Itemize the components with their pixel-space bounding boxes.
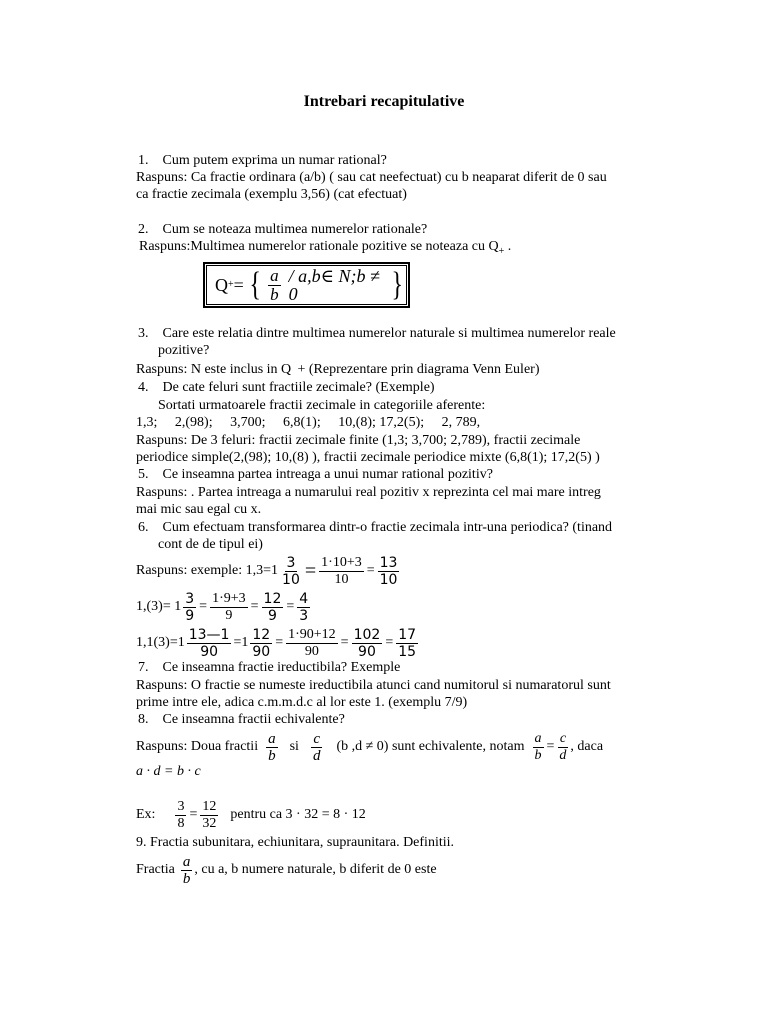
- example-2-equation: [136, 589, 312, 625]
- example-3-mid: =1: [233, 635, 249, 650]
- example-2-label: 1,(3)= 1: [136, 599, 182, 614]
- answer-2-sub: +: [498, 245, 505, 257]
- answer-5-line-1: Raspuns: . Partea intreaga a numarului real pozitiv x reprezinta cel mai mare intreg: [136, 485, 601, 500]
- answer-2-end: .: [504, 239, 512, 254]
- fraction-denominator: 15: [398, 643, 417, 660]
- fraction-denominator: b: [182, 870, 191, 887]
- si-word: si: [289, 739, 299, 754]
- example-2-fraction-3: [262, 591, 284, 624]
- question-2: 2. Cum se noteaza multimea numerelor rationale?: [138, 222, 428, 237]
- equals-sign: =: [286, 599, 295, 614]
- example-1-fraction-1: [280, 555, 302, 588]
- fraction-numerator: 3: [185, 590, 195, 607]
- example-3-fraction-1: [187, 627, 232, 660]
- box-fraction: [268, 267, 281, 304]
- answer-3: Raspuns: N este inclus in Q + (Reprezentare prin diagrama Venn Euler): [136, 362, 540, 377]
- box-condition: / a,b∈ N;b ≠ 0: [288, 266, 380, 304]
- fraction-denominator: 90: [304, 643, 319, 659]
- example-3-fraction-2: [250, 627, 272, 660]
- box-q-sub: +: [228, 279, 234, 290]
- fraction-numerator: 13—1: [188, 626, 230, 643]
- question-3-line-2: pozitive?: [158, 343, 210, 358]
- fraction-numerator: c: [313, 730, 321, 747]
- fraction-numerator: a: [182, 853, 191, 870]
- equals-sign: =: [385, 635, 394, 650]
- example-8-because: pentru ca 3 · 32 = 8 · 12: [230, 807, 366, 822]
- fraction-numerator: 3: [177, 798, 185, 814]
- fraction-numerator: 1·90+12: [288, 626, 336, 642]
- question-7: 7. Ce inseamna fractie ireductibila? Exemple: [138, 660, 401, 675]
- daca-word: , daca: [570, 739, 604, 754]
- answer-8-equivalence: [136, 728, 603, 766]
- fraction-denominator: 8: [177, 815, 185, 831]
- page-title: Intrebari recapitulative: [303, 93, 465, 110]
- example-3-fraction-5: [396, 627, 418, 660]
- equals-sign: =: [199, 599, 208, 614]
- fraction-numerator: 3: [286, 554, 296, 571]
- example-3-equation: [136, 625, 420, 661]
- equals-sign: =: [275, 635, 284, 650]
- fraction-numerator: 4: [299, 590, 309, 607]
- question-6-line-2: cont de de tipul ei): [158, 537, 263, 552]
- box-q-symbol: Q: [215, 275, 228, 295]
- question-9-fraction: [181, 854, 193, 887]
- answer-1-line-2: ca fractie zecimala (exemplu 3,56) (cat efectuat): [136, 187, 407, 202]
- notation-fraction-a-b: [533, 731, 544, 764]
- fraction-numerator: 12: [263, 590, 282, 607]
- fraction-numerator: a: [534, 730, 542, 746]
- fraction-a-b: [266, 731, 278, 764]
- example-3-label: 1,1(3)=1: [136, 635, 185, 650]
- question-9-fraction-line: [136, 850, 437, 890]
- fraction-denominator: 90: [200, 643, 219, 660]
- answer-5-line-2: mai mic sau egal cu x.: [136, 502, 262, 517]
- fraction-numerator: c: [559, 730, 567, 746]
- question-3-line-1: 3. Care este relatia dintre multimea numerelor naturale si multimea numerelor reale: [138, 326, 616, 341]
- answer-2: [139, 238, 511, 261]
- question-9-rest: , cu a, b numere naturale, b diferit de 0 este: [194, 862, 437, 877]
- equals-sign: =: [546, 739, 555, 754]
- fraction-numerator: 12: [252, 626, 271, 643]
- box-fraction-den: b: [270, 284, 279, 304]
- equals-sign: =: [304, 560, 317, 582]
- example-8-equation: [136, 796, 366, 834]
- decimal-list: 1,3; 2,(98); 3,700; 6,8(1); 10,(8); 17,2(5); 2, 789,: [136, 415, 481, 430]
- fraction-denominator: 9: [267, 607, 277, 624]
- example-1-fraction-3: [378, 555, 400, 588]
- answer-8-text: Raspuns: Doua fractii: [136, 739, 259, 754]
- question-6-line-1: 6. Cum efectuam transformarea dintr-o fractie zecimala intr-una periodica? (tinand: [138, 520, 613, 535]
- left-brace-icon: {: [249, 266, 261, 303]
- notation-fraction-c-d: [557, 731, 568, 764]
- fraction-denominator: 90: [358, 643, 376, 660]
- example-3-fraction-3: [286, 627, 338, 660]
- fraction-denominator: 10: [334, 571, 349, 587]
- fraction-denominator: d: [312, 747, 321, 764]
- box-fraction-num: a: [270, 265, 279, 285]
- right-brace-icon: }: [391, 266, 403, 303]
- fraction-denominator: 10: [282, 571, 300, 588]
- answer-4-line-1: Raspuns: De 3 feluri: fractii zecimale finite (1,3; 3,700; 2,789), fractii zecimale: [136, 433, 581, 448]
- question-4-task: Sortati urmatoarele fractii zecimale in categoriile aferente:: [158, 398, 486, 413]
- example-2-fraction-1: [183, 591, 196, 624]
- fraction-numerator: 1·9+3: [212, 590, 246, 606]
- answer-4-line-2: periodice simple(2,(98); 10,(8) ), fractii zecimale periodice mixte (6,8(1); 17,2(5) ): [136, 450, 600, 465]
- equals-sign: =: [250, 599, 259, 614]
- answer-7-line-2: prime intre ele, adica c.m.m.d.c al lor este 1. (exemplu 7/9): [136, 695, 468, 710]
- question-4: 4. De cate feluri sunt fractiile zecimale? (Exemple): [138, 380, 435, 395]
- fraction-numerator: 13: [379, 554, 398, 571]
- box-equals: =: [233, 275, 244, 295]
- answer-2-text: Raspuns:Multimea numerelor rationale pozitive se noteaza cu Q: [139, 239, 499, 254]
- example-3-fraction-4: [352, 627, 383, 660]
- answer-7-line-1: Raspuns: O fractie se numeste ireductibila atunci cand numitorul si numaratorul sunt: [136, 678, 611, 693]
- fraction-denominator: 32: [202, 815, 217, 831]
- fraction-c-d: [311, 731, 323, 764]
- product-equality: a · d = b · c: [136, 764, 201, 779]
- question-9: 9. Fractia subunitara, echiunitara, supraunitara. Definitii.: [136, 835, 455, 850]
- equals-sign: =: [366, 563, 375, 578]
- fraction-denominator: 90: [252, 643, 271, 660]
- fraction-numerator: 17: [398, 626, 417, 643]
- equals-sign: =: [340, 635, 349, 650]
- fraction-numerator: 12: [202, 798, 217, 814]
- fraction-denominator: b: [268, 747, 276, 764]
- question-5: 5. Ce inseamna partea intreaga a unui numar rational pozitiv?: [138, 467, 493, 482]
- fraction-denominator: 10: [379, 571, 398, 588]
- example-2-fraction-4: [297, 591, 310, 624]
- fraction-numerator: 1·10+3: [321, 554, 362, 570]
- example-1-label: Raspuns: exemple: 1,3=1: [136, 563, 279, 578]
- fraction-numerator: a: [268, 730, 276, 747]
- fraction-denominator: b: [534, 747, 542, 763]
- rational-set-definition-box: [203, 262, 410, 308]
- fraction-denominator: d: [559, 747, 567, 763]
- question-9-label: Fractia: [136, 862, 175, 877]
- example-8-label: Ex:: [136, 807, 156, 822]
- answer-1-line-1: Raspuns: Ca fractie ordinara (a/b) ( sau cat neefectuat) cu b neaparat diferit de 0 sau: [136, 170, 607, 185]
- example-1-fraction-2: [319, 555, 364, 588]
- equals-sign: =: [189, 807, 198, 822]
- example-8-fraction-2: [200, 799, 218, 832]
- example-1-equation: [136, 553, 401, 589]
- fraction-numerator: 102: [353, 626, 381, 643]
- fraction-denominator: 3: [299, 607, 309, 624]
- example-2-fraction-2: [210, 591, 248, 624]
- answer-8-condition: (b ,d ≠ 0) sunt echivalente, notam: [336, 739, 525, 754]
- fraction-denominator: 9: [225, 607, 233, 623]
- question-1: 1. Cum putem exprima un numar rational?: [138, 153, 387, 168]
- example-8-fraction-1: [175, 799, 186, 832]
- fraction-denominator: 9: [185, 607, 195, 624]
- question-8: 8. Ce inseamna fractii echivalente?: [138, 712, 345, 727]
